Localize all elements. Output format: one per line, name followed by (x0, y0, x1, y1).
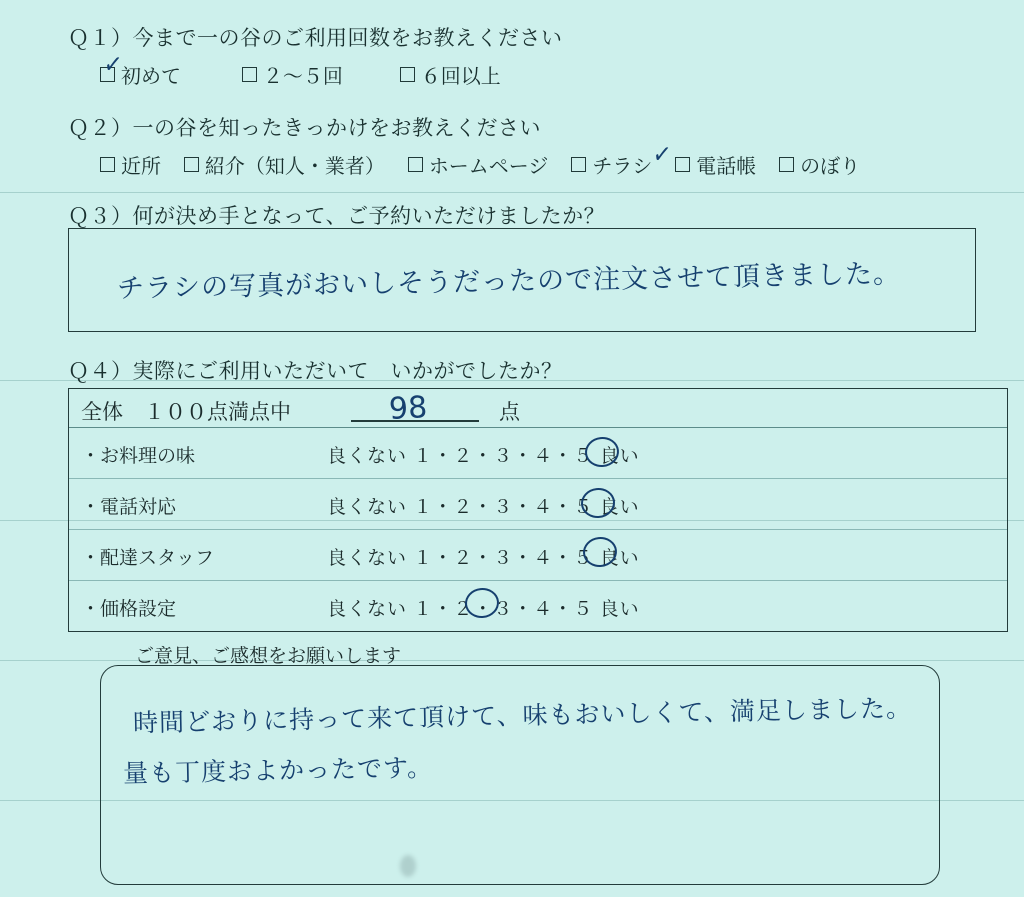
checkbox-icon[interactable] (408, 157, 423, 172)
q4-item-row-2 (69, 530, 1007, 581)
q2-option-3-label: チラシ (592, 156, 653, 178)
question-3-answer-box[interactable] (68, 228, 976, 332)
q1-option-2-label: ６回以上 (420, 66, 501, 88)
checkbox-icon[interactable] (184, 157, 199, 172)
q4-item-row-3 (69, 581, 1007, 631)
q1-option-1-label: ２～５回 (262, 66, 343, 88)
checkbox-icon[interactable] (571, 157, 586, 172)
question-4-label: Ｑ４）実際にご利用いただいて いかがでしたか？ (68, 360, 563, 383)
q1-handwritten-check-icon: ✓ (102, 48, 124, 82)
q2-option-5-label: のぼり (800, 156, 861, 178)
q4-total-label: 全体 １００点満点中 (81, 401, 291, 424)
question-3-label: Ｑ３）何が決め手となって、ご予約いただけましたか？ (68, 205, 606, 228)
question-1-label: Ｑ１）今まで一の谷のご利用回数をお教えください (68, 27, 563, 50)
q1-option-2[interactable] (400, 60, 501, 89)
comment-label: ご意見、ご感想をお願いします (135, 646, 402, 667)
q4-scale-numbers: １・２・３・４・５ (413, 497, 594, 518)
question-2-options (100, 150, 860, 179)
q4-scale-numbers: １・２・３・４・５ (413, 446, 594, 467)
q2-option-3[interactable] (571, 150, 652, 179)
checkbox-icon[interactable] (400, 67, 415, 82)
scan-line (0, 192, 1024, 193)
q4-scale-suffix: 良い (599, 599, 640, 620)
q4-item-row-1 (69, 479, 1007, 530)
q4-scale-suffix: 良い (599, 497, 640, 518)
q4-item-row-0 (69, 428, 1007, 479)
comment-box[interactable] (100, 665, 940, 885)
paper-smudge (400, 855, 416, 877)
checkbox-icon[interactable] (675, 157, 690, 172)
q2-option-0-label: 近所 (121, 156, 161, 178)
checkbox-icon[interactable] (242, 67, 257, 82)
q4-scale-prefix: 良くない (327, 497, 408, 518)
q2-option-2-label: ホームページ (428, 156, 549, 178)
q4-item-2-label: ・配達スタッフ (81, 548, 215, 569)
q2-option-5[interactable] (779, 150, 860, 179)
q4-scale-suffix: 良い (599, 548, 640, 569)
q4-total-row (69, 389, 1007, 428)
q2-option-4-label: 電話帳 (696, 156, 757, 178)
comment-line-2: 量も丁度およかったです。 (122, 753, 434, 788)
q2-option-1[interactable] (184, 150, 385, 179)
q4-scale-prefix: 良くない (327, 599, 408, 620)
q4-item-3-label: ・価格設定 (81, 599, 177, 620)
q2-option-0[interactable] (100, 150, 161, 179)
q2-option-1-label: 紹介（知人・業者） (204, 156, 385, 178)
checkbox-icon[interactable] (100, 157, 115, 172)
question-4-table (68, 388, 1008, 632)
q1-option-0-label: 初めて (121, 66, 181, 88)
q4-scale-numbers: １・２・３・４・５ (413, 548, 594, 569)
q2-handwritten-check-icon: ✓ (651, 138, 673, 172)
q4-scale-suffix: 良い (599, 446, 640, 467)
q1-option-1[interactable] (242, 60, 343, 89)
comment-line-1: 時間どおりに持って来て頂けて、味もおいしくて、満足しました。 (132, 693, 913, 738)
q4-total-score: 98 (388, 390, 429, 427)
q4-scale-prefix: 良くない (327, 446, 408, 467)
question-2-label: Ｑ２）一の谷を知ったきっかけをお教えください (68, 117, 541, 140)
q4-scale-numbers: １・２・３・４・５ (413, 599, 594, 620)
question-1-options (100, 60, 501, 89)
q4-scale-prefix: 良くない (327, 548, 408, 569)
q4-item-0-label: ・お料理の味 (81, 446, 196, 467)
q2-option-2[interactable] (408, 150, 549, 179)
q4-item-1-label: ・電話対応 (81, 497, 177, 518)
question-3-answer-text: チラシの写真がおいしそうだったので注文させて頂きました。 (116, 258, 902, 305)
q2-option-4[interactable] (675, 150, 756, 179)
checkbox-icon[interactable] (779, 157, 794, 172)
q4-points-unit: 点 (499, 401, 520, 424)
